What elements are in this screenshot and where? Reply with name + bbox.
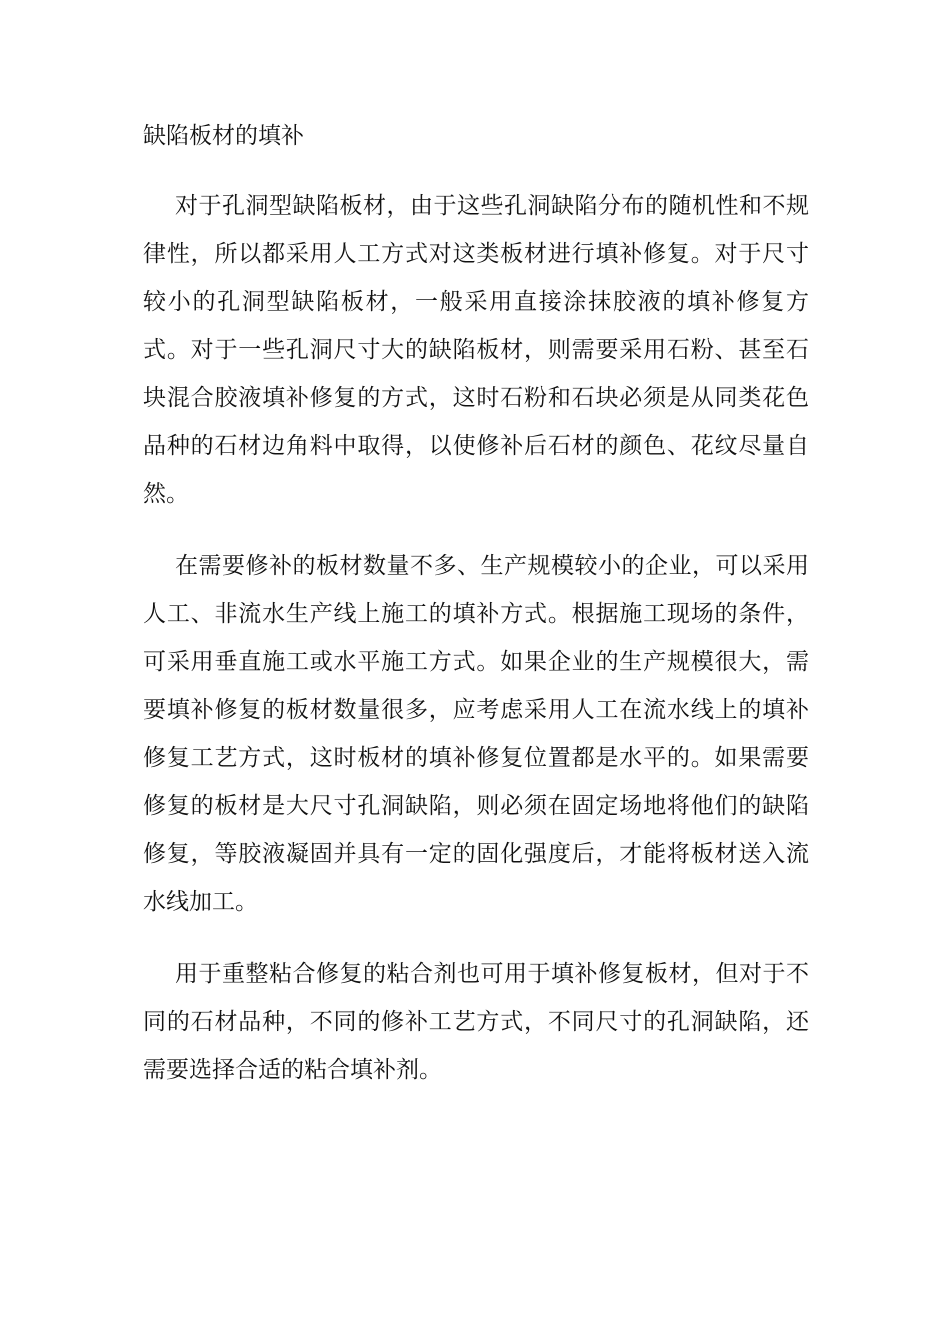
document-heading: 缺陷板材的填补 xyxy=(143,123,304,149)
document-body xyxy=(143,112,809,1118)
paragraph-hole-defects: 对于孔洞型缺陷板材，由于这些孔洞缺陷分布的随机性和不规律性，所以都采用人工方式对这类板材进行填补修复。对于尺寸较小的孔洞型缺陷板材，一般采用直接涂抹胶液的填补修复方式。对于一些孔洞尺寸大的缺陷板材，则需要采用石粉、甚至石块混合胶液填补修复的方式，这时石粉和石块必须是从同类花色品种的石材边角料中取得，以使修补后石材的颜色、花纹尽量自然。 xyxy=(143,193,809,507)
paragraph-adhesives: 用于重整粘合修复的粘合剂也可用于填补修复板材，但对于不同的石材品种，不同的修补工艺方式，不同尺寸的孔洞缺陷，还需要选择合适的粘合填补剂。 xyxy=(143,961,809,1083)
paragraph-production-methods: 在需要修补的板材数量不多、生产规模较小的企业，可以采用人工、非流水生产线上施工的填补方式。根据施工现场的条件，可采用垂直施工或水平施工方式。如果企业的生产规模很大，需要填补修复的板材数量很多，应考虑采用人工在流水线上的填补修复工艺方式，这时板材的填补修复位置都是水平的。如果需要修复的板材是大尺寸孔洞缺陷，则必须在固定场地将他们的缺陷修复，等胶液凝固并具有一定的固化强度后，才能将板材送入流水线加工。 xyxy=(143,553,809,915)
